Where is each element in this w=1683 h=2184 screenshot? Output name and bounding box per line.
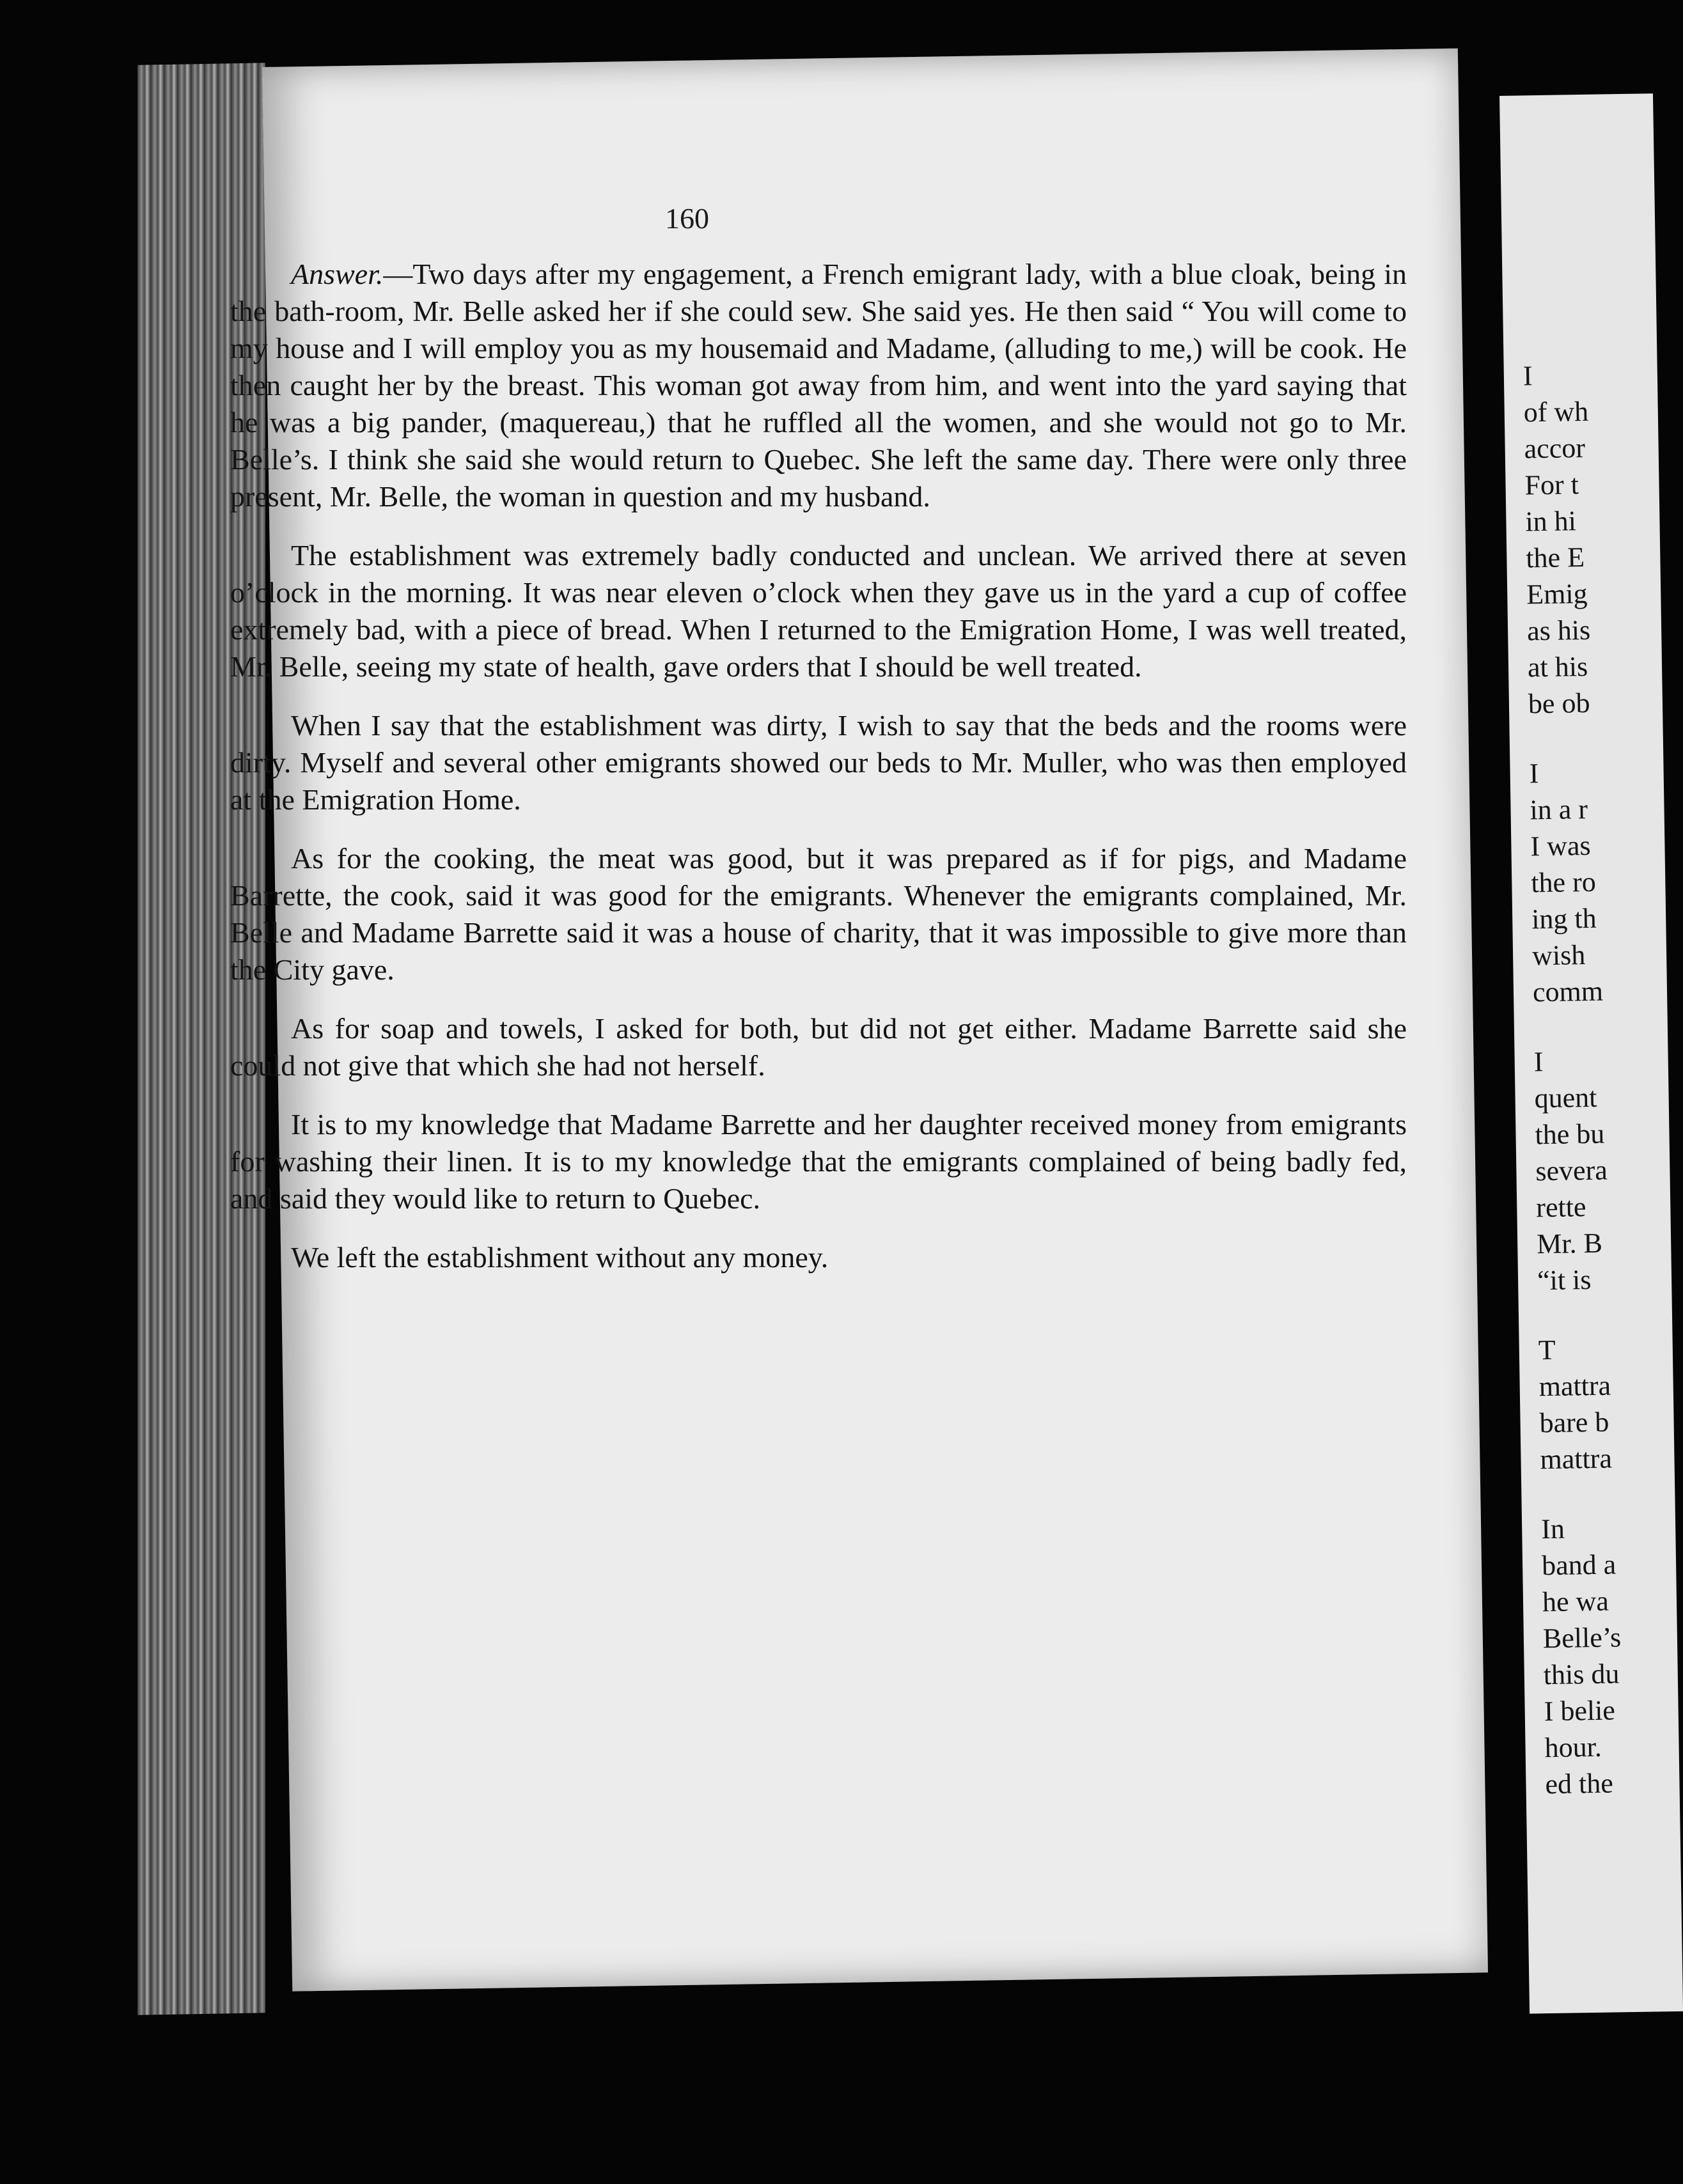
facing-page-line: ing th xyxy=(1531,902,1597,935)
facing-page-line: I xyxy=(1533,1046,1544,1078)
facing-page-line: hour. xyxy=(1544,1731,1602,1764)
paragraph: As for the cooking, the meat was good, but it was prepared as if for pigs, and Madame Barrette, the cook, said it was good for the emigrants. Whenever the emigrants complained, Mr. Belle and Madame Barrette said it was a house of charity, that it was impossible to give more than the City gave. xyxy=(230,842,1407,986)
facing-page-line: I xyxy=(1529,758,1539,790)
paragraph: We left the establishment without any money. xyxy=(291,1241,829,1274)
paragraph-answer xyxy=(230,256,1407,515)
facing-page-line: T xyxy=(1538,1334,1556,1366)
facing-page-line: Belle’s xyxy=(1542,1621,1622,1655)
facing-page xyxy=(1499,93,1683,2013)
facing-page-line: in hi xyxy=(1525,505,1577,538)
facing-page-line: quent xyxy=(1534,1081,1597,1114)
facing-page-line xyxy=(1538,1297,1616,1332)
facing-page-line: band a xyxy=(1541,1548,1616,1582)
facing-page-line: at his xyxy=(1527,650,1588,683)
facing-page-line: he wa xyxy=(1542,1585,1609,1618)
facing-page-line: severa xyxy=(1535,1154,1608,1187)
page-body xyxy=(230,256,1407,1298)
facing-page-line: accor xyxy=(1524,432,1586,465)
facing-page-line: the E xyxy=(1525,542,1585,574)
facing-page-line: the ro xyxy=(1530,866,1597,899)
facing-page-line: For t xyxy=(1524,469,1579,501)
paragraph: The establishment was extremely badly conducted and unclean. We arrived there at seven o’clock in the morning. It was near eleven o’clock when they gave us in the yard a cup of coffee extremely bad, with a piece of bread. When I returned to the Emigration Home, I was well treated, Mr. Belle, seeing my state of health, gave orders that I should be well treated. xyxy=(230,539,1407,683)
facing-page-line: this du xyxy=(1543,1658,1620,1691)
facing-page-line: Mr. B xyxy=(1536,1227,1603,1260)
paragraph: It is to my knowledge that Madame Barrette and her daughter received money from emigrants for washing their linen. It is to my knowledge that the emigrants complained of being badly fed, and said they would like to return to Quebec. xyxy=(230,1108,1407,1215)
facing-page-line: Emig xyxy=(1526,577,1588,611)
facing-page-line xyxy=(1533,1009,1611,1043)
facing-page-line: I xyxy=(1523,360,1533,392)
facing-page-line: I belie xyxy=(1544,1694,1616,1728)
facing-page-line: I was xyxy=(1530,829,1591,862)
facing-page-line: as his xyxy=(1526,614,1591,647)
facing-page-line: In xyxy=(1540,1513,1565,1545)
facing-page-text xyxy=(1523,357,1624,1803)
page-number: 160 xyxy=(665,202,709,235)
facing-page-line: ed the xyxy=(1545,1767,1614,1800)
facing-page-line: bare b xyxy=(1539,1406,1609,1439)
paragraph-text: —Two days after my engagement, a French emigrant lady, with a blue cloak, being in the bath-room, Mr. Belle asked her if she could sew. She said yes. He then said “ You will come to my house and I will employ you as my housemaid and Madame, (alluding to me,) will be cook. He then caught her by the breast. This woman got away from him, and went into the yard saying that he was a big pander, (maquereau,) that he ruffled all the women, and she would not go to Mr. Belle’s. I think she said she would return to Quebec. She left the same day. There were only three present, Mr. Belle, the woman in question and my husband. xyxy=(230,258,1407,513)
facing-page-line: in a r xyxy=(1530,793,1588,826)
facing-page-line: rette xyxy=(1535,1191,1586,1224)
facing-page-line: “it is xyxy=(1537,1263,1592,1297)
facing-page-line xyxy=(1540,1476,1619,1511)
facing-page-line: wish xyxy=(1531,939,1586,972)
facing-page-line: of wh xyxy=(1523,395,1589,428)
facing-page-line: mattra xyxy=(1538,1369,1611,1403)
facing-page-line: comm xyxy=(1532,975,1604,1008)
answer-label: Answer. xyxy=(291,258,384,290)
facing-page-line: mattra xyxy=(1540,1442,1613,1476)
paragraph: When I say that the establishment was dirty, I wish to say that the beds and the rooms were dirty. Myself and several other emigrants showed our beds to Mr. Muller, who was then employed at the Emigration Home. xyxy=(230,709,1407,816)
facing-page-line: the bu xyxy=(1535,1118,1605,1151)
paragraph: As for soap and towels, I asked for both, but did not get either. Madame Barrette said she could not give that which she had not herself. xyxy=(230,1012,1407,1082)
facing-page-line xyxy=(1528,721,1607,755)
facing-page-line: be ob xyxy=(1528,687,1590,720)
